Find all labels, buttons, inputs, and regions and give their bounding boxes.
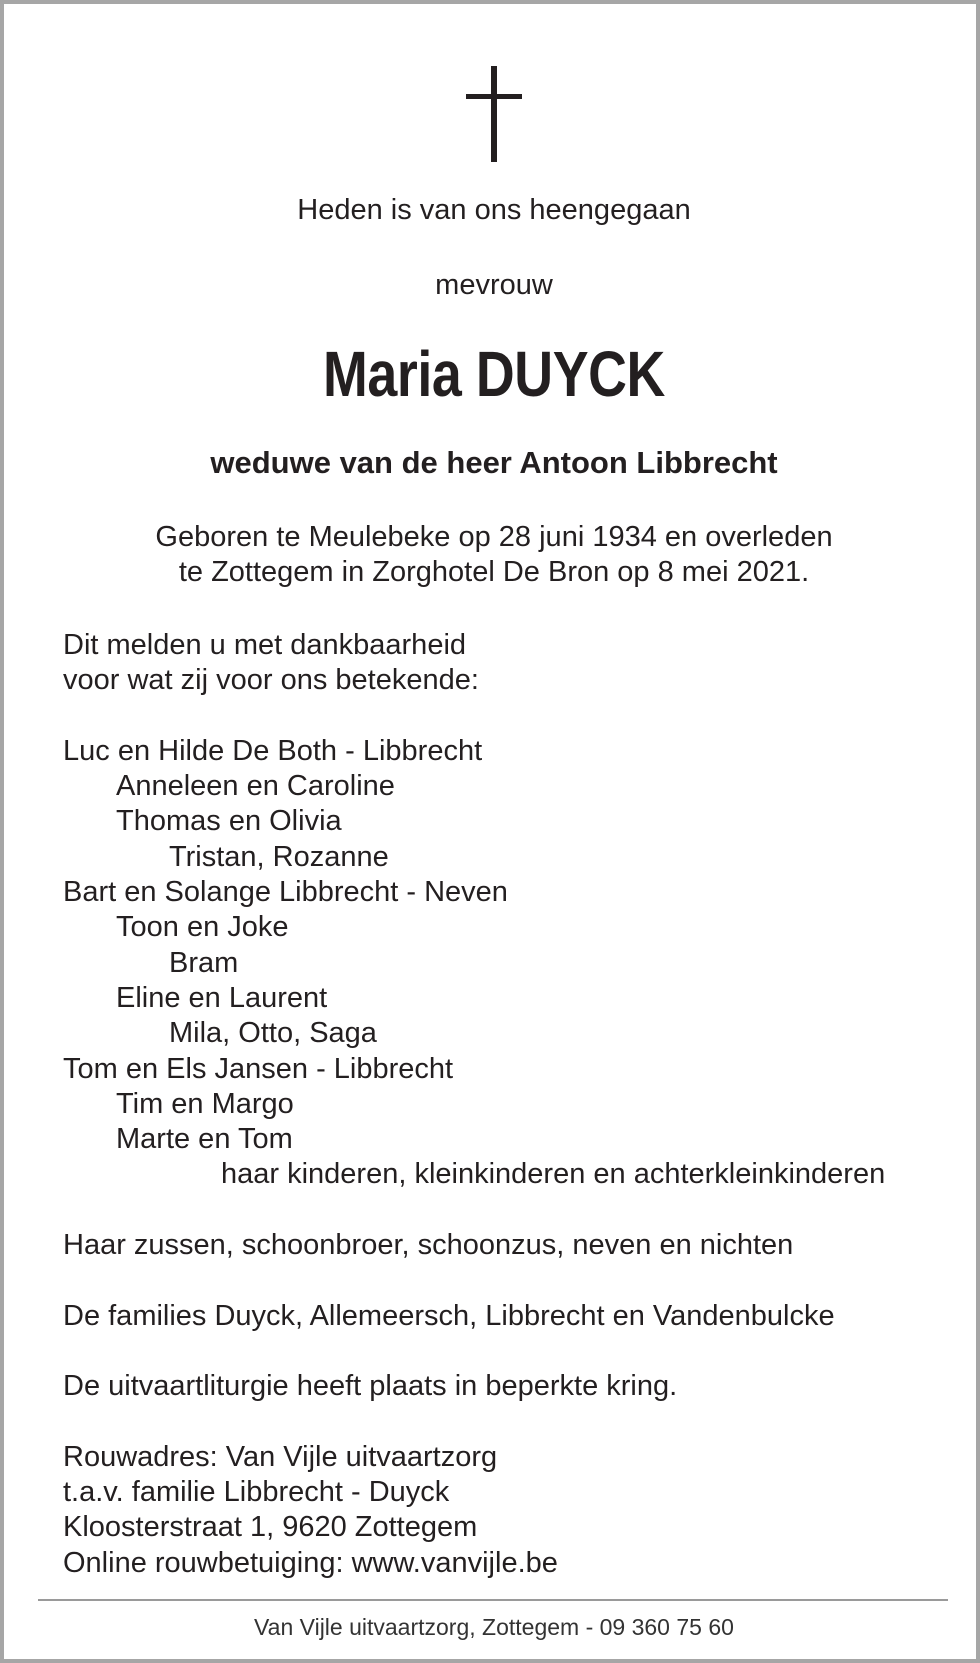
families-line: De families Duyck, Allemeersch, Libbrecht en Vandenbulcke <box>63 1299 835 1332</box>
family-line: Tristan, Rozanne <box>169 840 389 873</box>
family-line: Anneleen en Caroline <box>116 770 395 803</box>
family-summary: haar kinderen, kleinkinderen en achterkleinkinderen <box>221 1158 886 1191</box>
online-condolence-line: Online rouwbetuiging: www.vanvijle.be <box>63 1546 558 1579</box>
honorific: mevrouw <box>435 269 553 301</box>
family-line: Bram <box>169 946 239 979</box>
birth-death-line: te Zottegem in Zorghotel De Bron op 8 mei 2021. <box>178 556 810 588</box>
address-line: Rouwadres: Van Vijle uitvaartzorg <box>63 1440 498 1473</box>
footer-text: Van Vijle uitvaartzorg, Zottegem - 09 360 75 60 <box>254 1614 734 1640</box>
birth-death-line: Geboren te Meulebeke op 28 juni 1934 en overleden <box>155 521 833 553</box>
family-line: Mila, Otto, Saga <box>169 1017 377 1050</box>
family-line: Tom en Els Jansen - Libbrecht <box>63 1052 454 1085</box>
footer-divider <box>38 1599 948 1601</box>
deceased-name: Maria DUYCK <box>323 338 665 410</box>
intro-text: Heden is van ons heengegaan <box>297 194 691 226</box>
cross-icon <box>466 66 522 162</box>
relatives-line: Haar zussen, schoonbroer, schoonzus, neven en nichten <box>63 1229 794 1262</box>
family-line: Thomas en Olivia <box>116 805 342 838</box>
funeral-line: De uitvaartliturgie heeft plaats in beperkte kring. <box>63 1370 678 1403</box>
obituary-body <box>63 628 885 1581</box>
family-line: Tim en Margo <box>116 1087 294 1120</box>
family-line: Bart en Solange Libbrecht - Neven <box>63 876 508 909</box>
family-line: Luc en Hilde De Both - Libbrecht <box>63 734 483 767</box>
address-line: Kloosterstraat 1, 9620 Zottegem <box>63 1511 478 1544</box>
family-line: Marte en Tom <box>116 1123 293 1156</box>
family-line: Eline en Laurent <box>116 981 328 1014</box>
address-line: t.a.v. familie Libbrecht - Duyck <box>63 1476 450 1509</box>
thanks-line: Dit melden u met dankbaarheid <box>63 629 467 661</box>
family-line: Toon en Joke <box>116 911 289 944</box>
birth-death-info <box>4 520 980 590</box>
thanks-line: voor wat zij voor ons betekende: <box>63 664 479 697</box>
widow-line: weduwe van de heer Antoon Libbrecht <box>210 445 778 480</box>
